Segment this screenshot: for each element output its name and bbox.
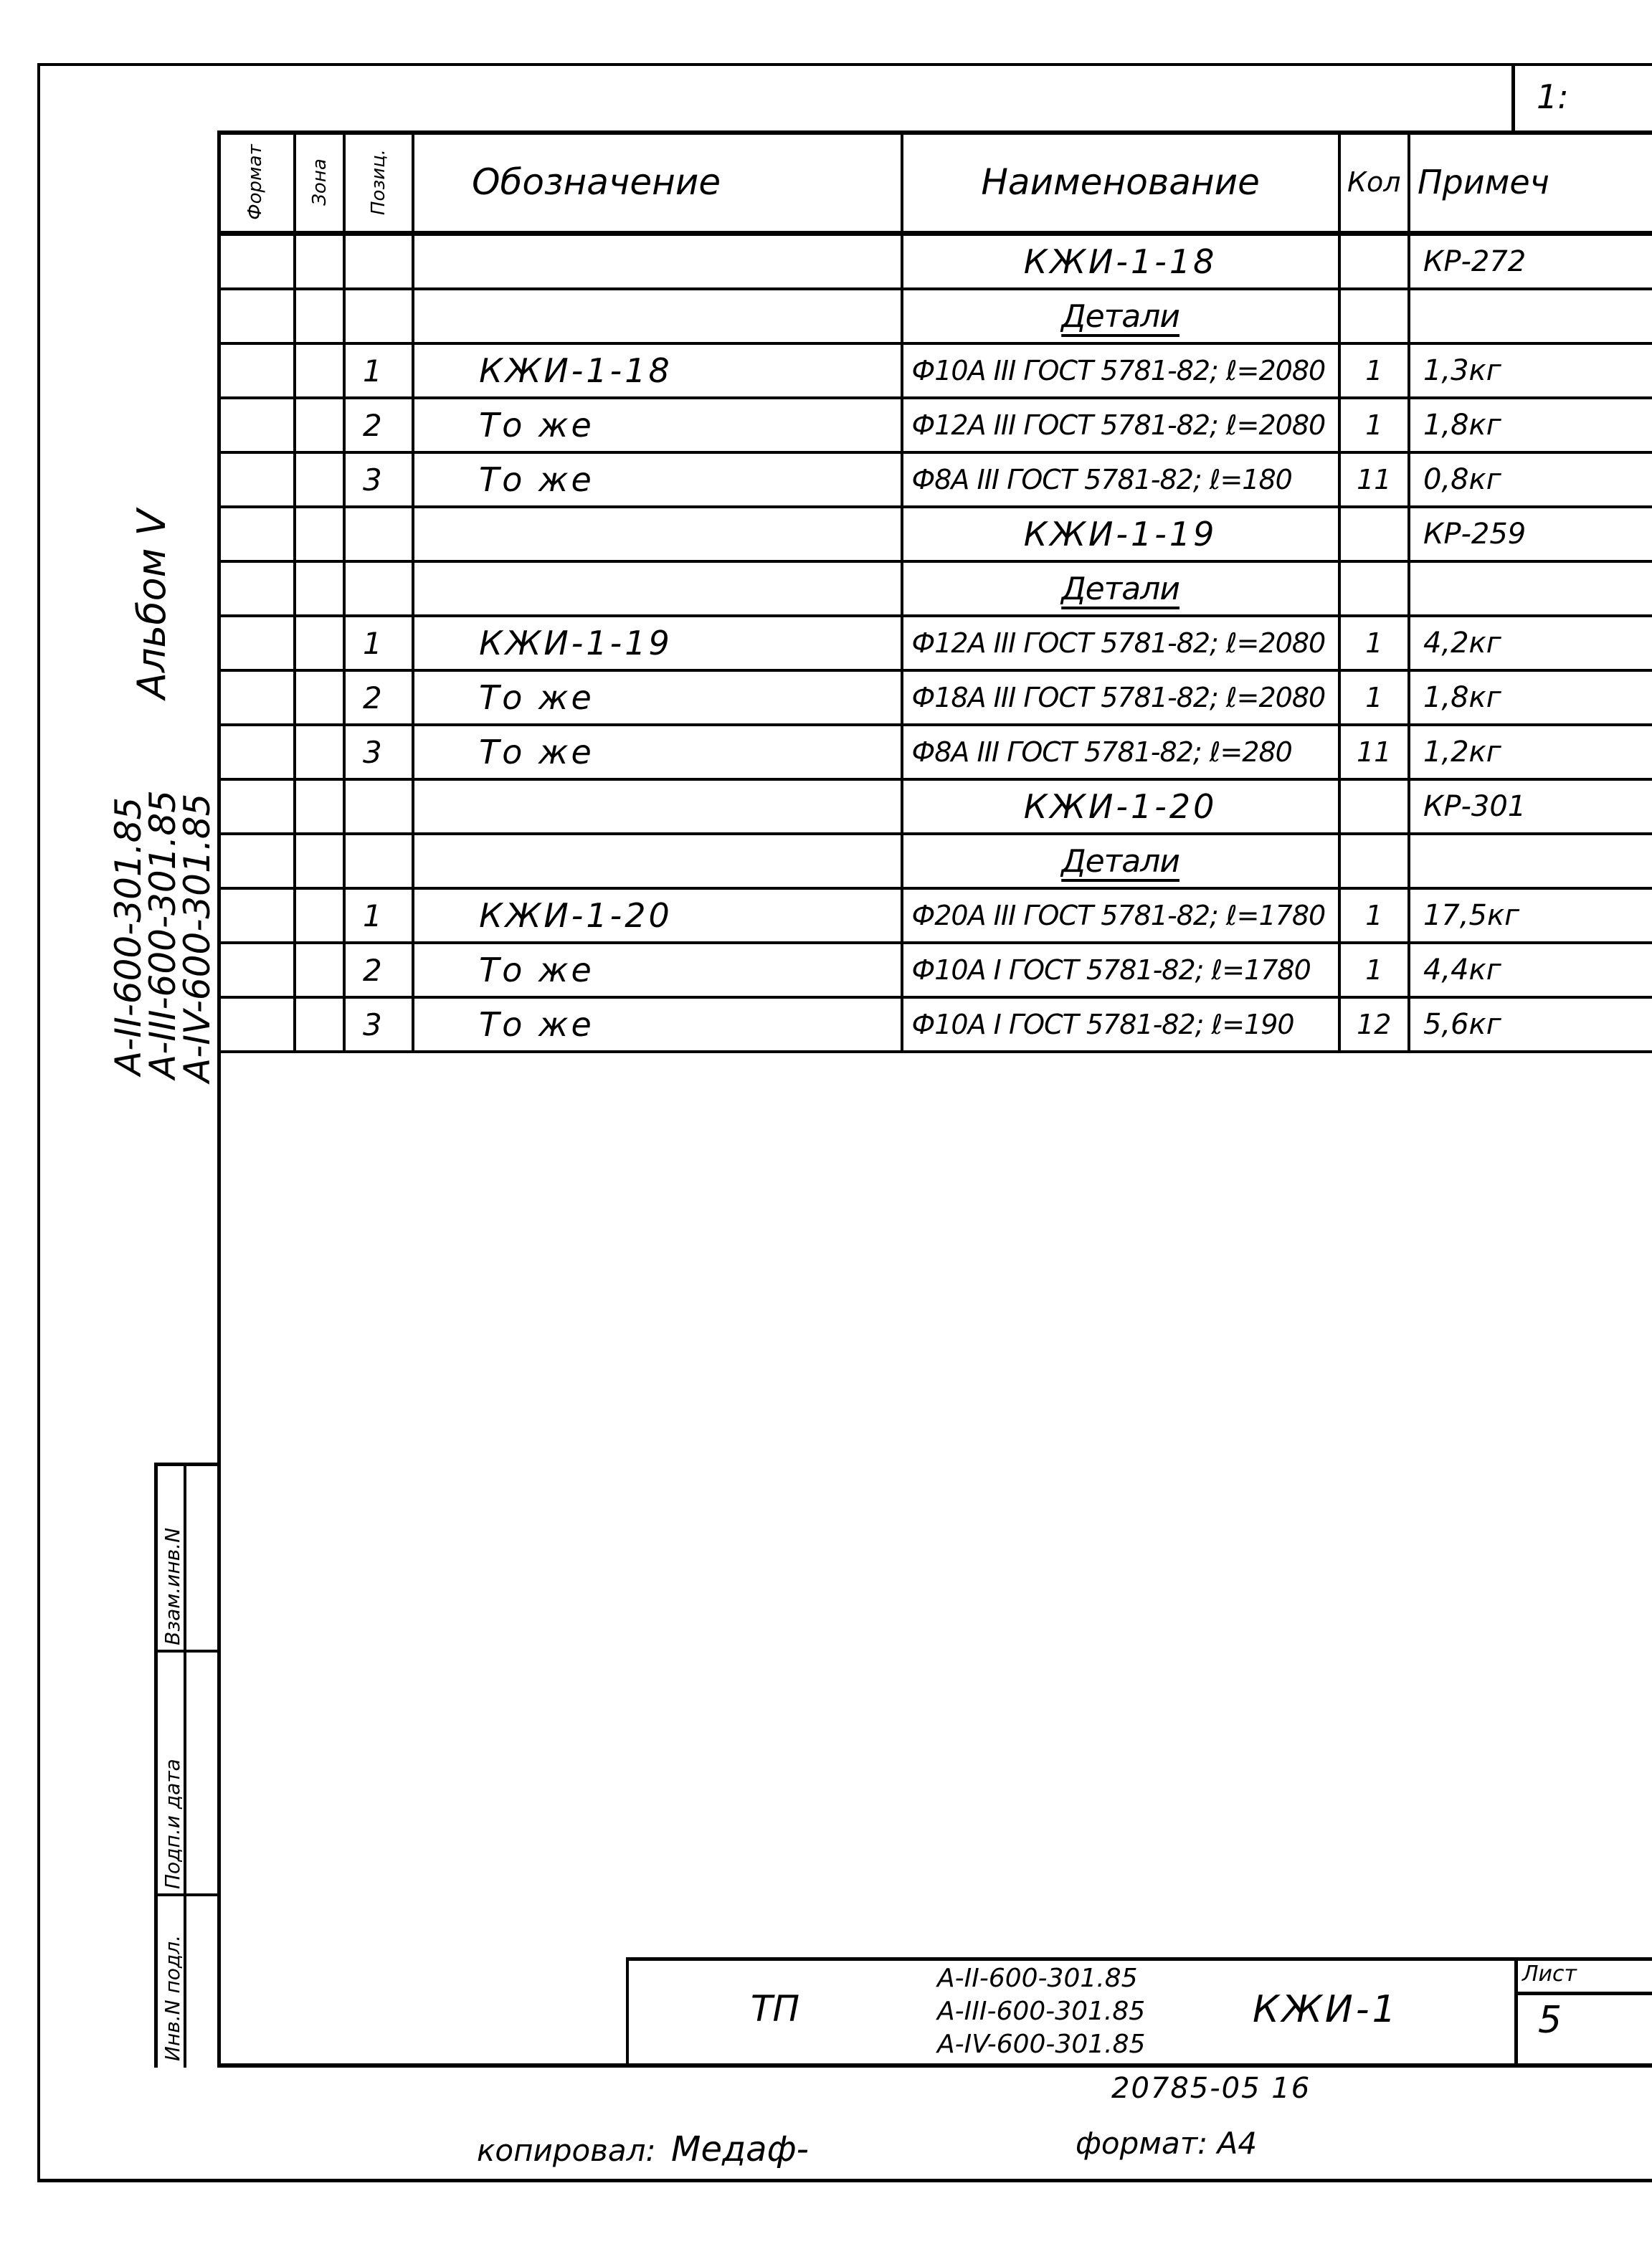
copied-by [477,2129,809,2169]
cell-position: 2 [344,398,413,452]
cell-designation: КЖИ-1-19 [413,616,901,670]
cell-note [1409,289,1652,343]
top-strip [217,63,1652,135]
stamp-value-orig-inv [186,1896,221,2068]
sheet-number: 5 [1538,1999,1562,2042]
cell-note: 5,6кг [1409,997,1652,1052]
table-row [217,343,1652,398]
cell-position: 2 [344,670,413,725]
table-row-group [217,779,1652,834]
copied-label: копировал: [477,2133,656,2168]
stamp-cell-sign-date [158,1653,186,1896]
document-number: 20785-05 16 [1111,2072,1311,2105]
sheet-label: Лист [1522,1962,1577,1987]
table-row-section [217,561,1652,616]
copied-signature: Медаф- [671,2129,809,2169]
sheet-divider [1518,1992,1652,1995]
cell-position: 1 [344,888,413,943]
stamp-label-orig-inv: Инв.N подл. [161,1934,184,2061]
table-row [217,888,1652,943]
cell-name: КЖИ-1-18 [902,234,1339,290]
table-row-group [217,234,1652,290]
table-row-section [217,834,1652,888]
cell-position [344,234,413,290]
cell-name: Детали [902,834,1339,888]
cell-quantity [1339,561,1409,616]
cell-note: 4,2кг [1409,616,1652,670]
album-label: Альбом V [129,509,174,699]
table-row-section [217,289,1652,343]
table-header-row [217,133,1652,234]
title-block-codes [937,1962,1145,2061]
cell-quantity: 1 [1339,888,1409,943]
table-row [217,725,1652,779]
margin-code-1: А-II-600-301.85 [108,797,149,1075]
title-block [626,1957,1652,2068]
cell-name: КЖИ-1-20 [902,779,1339,834]
cell-designation: То же [413,670,901,725]
cell-note [1409,561,1652,616]
cell-note: 17,5кг [1409,888,1652,943]
cell-designation: То же [413,725,901,779]
specification-table [217,133,1652,1053]
cell-name: Ф18А III ГОСТ 5781-82; ℓ=2080 [902,670,1339,725]
cell-quantity [1339,289,1409,343]
stamp-value-sign-date [186,1653,221,1896]
cell-designation: КЖИ-1-20 [413,888,901,943]
cell-position: 3 [344,725,413,779]
title-block-tp: ТП [751,1988,800,2030]
header-quantity: Кол [1339,133,1409,234]
cell-designation [413,289,901,343]
margin-code-2: А-III-600-301.85 [142,790,184,1079]
cell-note: 1,8кг [1409,398,1652,452]
cell-note: КР-259 [1409,507,1652,561]
cell-name: Ф12А III ГОСТ 5781-82; ℓ=2080 [902,616,1339,670]
format-label: формат: А4 [1076,2126,1258,2161]
cell-name: КЖИ-1-19 [902,507,1339,561]
title-block-code-1: А-II-600-301.85 [937,1964,1138,1993]
cell-position [344,507,413,561]
table-row [217,398,1652,452]
title-block-main-code: КЖИ-1 [1253,1988,1399,2031]
page-corner-text: 1: [1537,77,1569,116]
stamp-label-sign-date: Подп.и дата [161,1759,184,1889]
cell-note [1409,834,1652,888]
cell-position [344,834,413,888]
cell-quantity: 1 [1339,943,1409,997]
cell-quantity: 11 [1339,452,1409,507]
cell-note: 1,8кг [1409,670,1652,725]
cell-note: 1,3кг [1409,343,1652,398]
table-row [217,616,1652,670]
cell-name: Детали [902,289,1339,343]
cell-position [344,779,413,834]
cell-position: 3 [344,997,413,1052]
header-format: Формат [217,133,295,234]
cell-name: Ф10А I ГОСТ 5781-82; ℓ=190 [902,997,1339,1052]
header-position: Позиц. [344,133,413,234]
sheet-box [1514,1957,1652,2068]
cell-name: Ф8А III ГОСТ 5781-82; ℓ=280 [902,725,1339,779]
page-corner-box [1511,63,1652,135]
cell-name: Ф8А III ГОСТ 5781-82; ℓ=180 [902,452,1339,507]
cell-quantity [1339,779,1409,834]
header-zone: Зона [295,133,345,234]
cell-designation [413,834,901,888]
cell-designation: То же [413,997,901,1052]
table-row [217,997,1652,1052]
cell-quantity [1339,234,1409,290]
header-note: Примеч [1409,133,1652,234]
cell-name: Ф12А III ГОСТ 5781-82; ℓ=2080 [902,398,1339,452]
cell-note: 0,8кг [1409,452,1652,507]
cell-designation [413,234,901,290]
cell-quantity: 1 [1339,616,1409,670]
cell-designation [413,779,901,834]
stamp-cell-replace-inv [158,1466,186,1653]
cell-name: Ф10А I ГОСТ 5781-82; ℓ=1780 [902,943,1339,997]
cell-designation [413,561,901,616]
title-block-code-2: А-III-600-301.85 [937,1997,1146,2026]
stamp-label-replace-inv: Взам.инв.N [161,1527,184,1645]
cell-quantity [1339,507,1409,561]
table-row [217,452,1652,507]
cell-position: 2 [344,943,413,997]
cell-quantity: 1 [1339,398,1409,452]
cell-designation: То же [413,398,901,452]
cell-note: 4,4кг [1409,943,1652,997]
cell-designation: КЖИ-1-18 [413,343,901,398]
cell-name: Ф10А III ГОСТ 5781-82; ℓ=2080 [902,343,1339,398]
cell-note: КР-301 [1409,779,1652,834]
cell-note: 1,2кг [1409,725,1652,779]
cell-quantity: 1 [1339,343,1409,398]
table-row-group [217,507,1652,561]
title-block-code-3: А-IV-600-301.85 [937,2030,1146,2059]
cell-note: КР-272 [1409,234,1652,290]
table-row [217,670,1652,725]
cell-position: 3 [344,452,413,507]
table-row [217,943,1652,997]
cell-position: 1 [344,616,413,670]
stamp-cell-orig-inv [158,1896,186,2068]
cell-designation: То же [413,943,901,997]
margin-code-3: А-IV-600-301.85 [176,793,218,1083]
cell-quantity: 11 [1339,725,1409,779]
cell-designation: То же [413,452,901,507]
stamp-strip [154,1463,221,2068]
cell-quantity [1339,834,1409,888]
stamp-value-replace-inv [186,1466,221,1653]
header-designation: Обозначение [413,133,901,234]
cell-name: Детали [902,561,1339,616]
cell-position [344,561,413,616]
cell-position: 1 [344,343,413,398]
cell-quantity: 1 [1339,670,1409,725]
cell-position [344,289,413,343]
cell-name: Ф20А III ГОСТ 5781-82; ℓ=1780 [902,888,1339,943]
cell-quantity: 12 [1339,997,1409,1052]
cell-designation [413,507,901,561]
header-name: Наименование [902,133,1339,234]
